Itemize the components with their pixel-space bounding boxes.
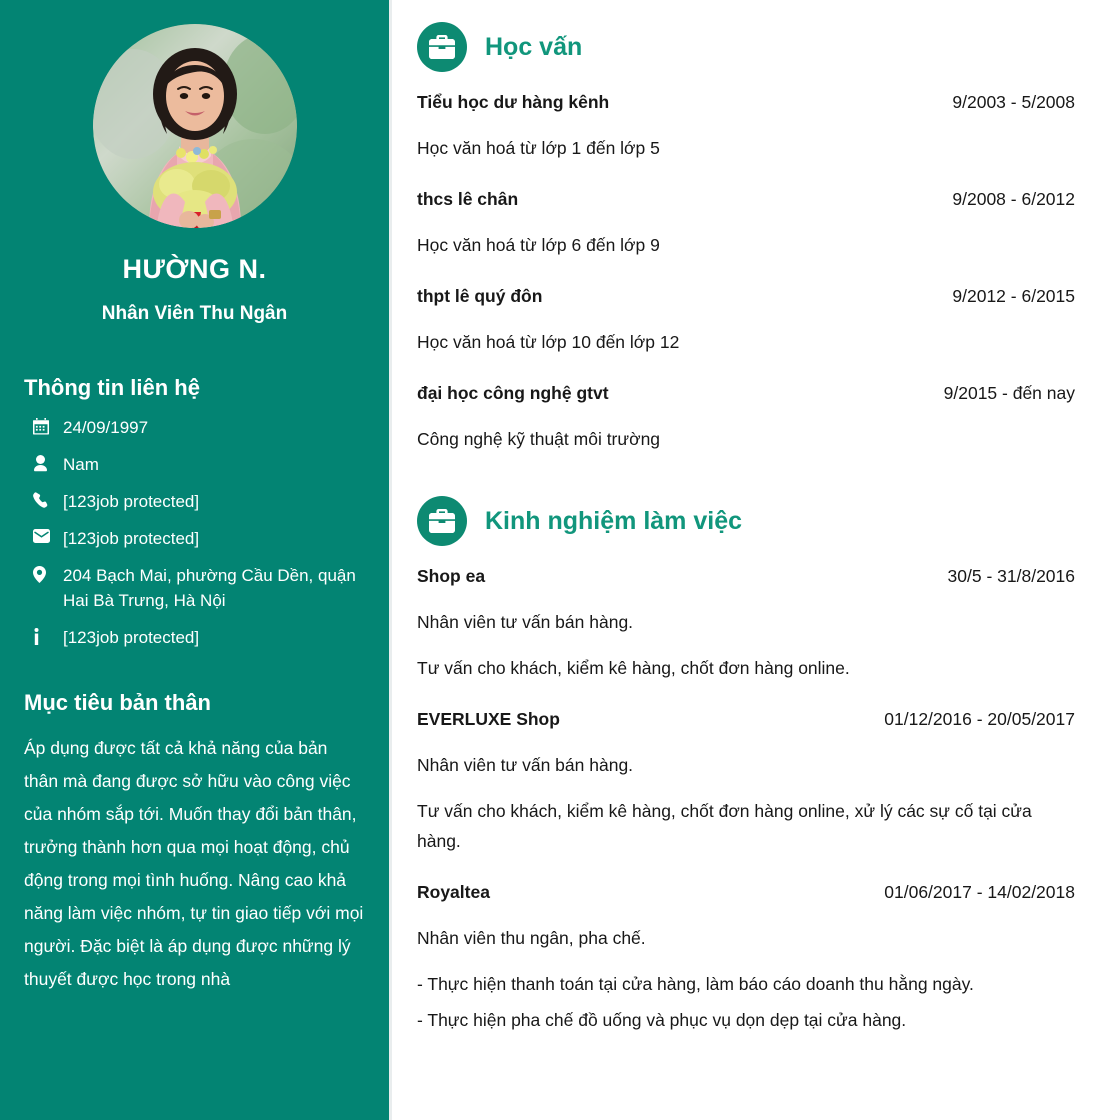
photo-container [24, 0, 365, 228]
objective-heading: Mục tiêu bản thân [24, 690, 211, 715]
envelope-icon [33, 526, 63, 543]
avatar [93, 24, 297, 228]
section-header [417, 22, 1075, 72]
contact-value: [123job protected] [63, 529, 200, 548]
contact-value: [123job protected] [63, 492, 200, 511]
entry-date: 9/2003 - 5/2008 [952, 92, 1075, 112]
education-entry [417, 92, 1075, 163]
section-education [417, 22, 1075, 454]
briefcase-icon [417, 22, 467, 72]
entry-date: 9/2008 - 6/2012 [952, 189, 1075, 209]
section-title: Học vấn [485, 32, 583, 61]
entry-description: Nhân viên tư vấn bán hàng. [417, 612, 634, 632]
briefcase-icon [417, 496, 467, 546]
entry-header [417, 709, 1075, 730]
experience-entry [417, 566, 1075, 683]
entry-date: 30/5 - 31/8/2016 [947, 566, 1075, 586]
contact-value: 204 Bạch Mai, phường Cầu Dền, quận Hai Bà Trưng, Hà Nội [63, 566, 356, 610]
phone-icon [33, 489, 63, 509]
entry-date: 01/12/2016 - 20/05/2017 [884, 709, 1075, 729]
entry-header [417, 92, 1075, 113]
entry-date: 9/2012 - 6/2015 [952, 286, 1075, 306]
contact-value: 24/09/1997 [63, 418, 149, 437]
section-title: Kinh nghiệm làm việc [485, 506, 743, 535]
entry-description: Tư vấn cho khách, kiểm kê hàng, chốt đơn hàng online. [417, 658, 850, 678]
entry-date: 9/2015 - đến nay [943, 383, 1075, 403]
sidebar [0, 0, 389, 1120]
entry-description: Nhân viên thu ngân, pha chế. [417, 928, 646, 948]
user-icon [33, 452, 63, 472]
info-icon [33, 625, 63, 645]
contact-item-gender [24, 452, 365, 477]
contact-item-email [24, 526, 365, 551]
entry-description: Công nghệ kỹ thuật môi trường [417, 429, 661, 449]
entry-title: Tiểu học dư hàng kênh [417, 92, 610, 112]
entry-header [417, 566, 1075, 587]
contact-list [24, 415, 365, 650]
experience-entry [417, 882, 1075, 1035]
entry-title: Shop ea [417, 566, 486, 586]
objective-text: Áp dụng được tất cả khả năng của bản thân mà đang được sở hữu vào công việc của nhóm sắp tới. Muốn thay đổi bản thân, trưởng thành hơn qua mọi hoạt động, chủ động trong mọi tình huống. Nâng cao khả năng làm việc nhóm, tự tin giao tiếp với mọi người. Đặc biệt là áp dụng được những lý thuyết được học trong nhà [24, 738, 364, 989]
education-entry [417, 286, 1075, 357]
contact-item-address [24, 563, 365, 613]
entry-description: Học văn hoá từ lớp 10 đến lớp 12 [417, 332, 680, 352]
entry-title: thcs lê chân [417, 189, 519, 209]
entry-header [417, 189, 1075, 210]
contact-item-info [24, 625, 365, 650]
entry-date: 01/06/2017 - 14/02/2018 [884, 882, 1075, 902]
map-pin-icon [33, 563, 63, 583]
entry-description: Học văn hoá từ lớp 6 đến lớp 9 [417, 235, 660, 255]
entry-description: Nhân viên tư vấn bán hàng. [417, 755, 634, 775]
entry-description: - Thực hiện thanh toán tại cửa hàng, làm báo cáo doanh thu hằng ngày. [417, 974, 974, 994]
entry-title: Royaltea [417, 882, 490, 902]
entry-description: Tư vấn cho khách, kiểm kê hàng, chốt đơn hàng online, xử lý các sự cố tại cửa hàng. [417, 801, 1032, 851]
contact-item-birthdate [24, 415, 365, 440]
entry-title: thpt lê quý đôn [417, 286, 543, 306]
page-title: HƯỜNG N. [122, 254, 267, 284]
entry-header [417, 286, 1075, 307]
entry-header [417, 383, 1075, 404]
job-role: Nhân Viên Thu Ngân [101, 303, 288, 324]
entry-title: đại học công nghệ gtvt [417, 383, 609, 403]
main-content [389, 0, 1106, 1120]
experience-entry [417, 709, 1075, 856]
education-entry [417, 189, 1075, 260]
entry-title: EVERLUXE Shop [417, 709, 560, 729]
entry-description: - Thực hiện pha chế đồ uống và phục vụ dọn dẹp tại cửa hàng. [417, 1010, 907, 1030]
calendar-icon [33, 415, 63, 435]
section-experience [417, 496, 1075, 1035]
education-entry [417, 383, 1075, 454]
contact-value: [123job protected] [63, 628, 200, 647]
contact-value: Nam [63, 455, 99, 474]
entry-description: Học văn hoá từ lớp 1 đến lớp 5 [417, 138, 660, 158]
entry-header [417, 882, 1075, 903]
contact-heading: Thông tin liên hệ [24, 375, 200, 400]
contact-item-phone [24, 489, 365, 514]
section-header [417, 496, 1075, 546]
